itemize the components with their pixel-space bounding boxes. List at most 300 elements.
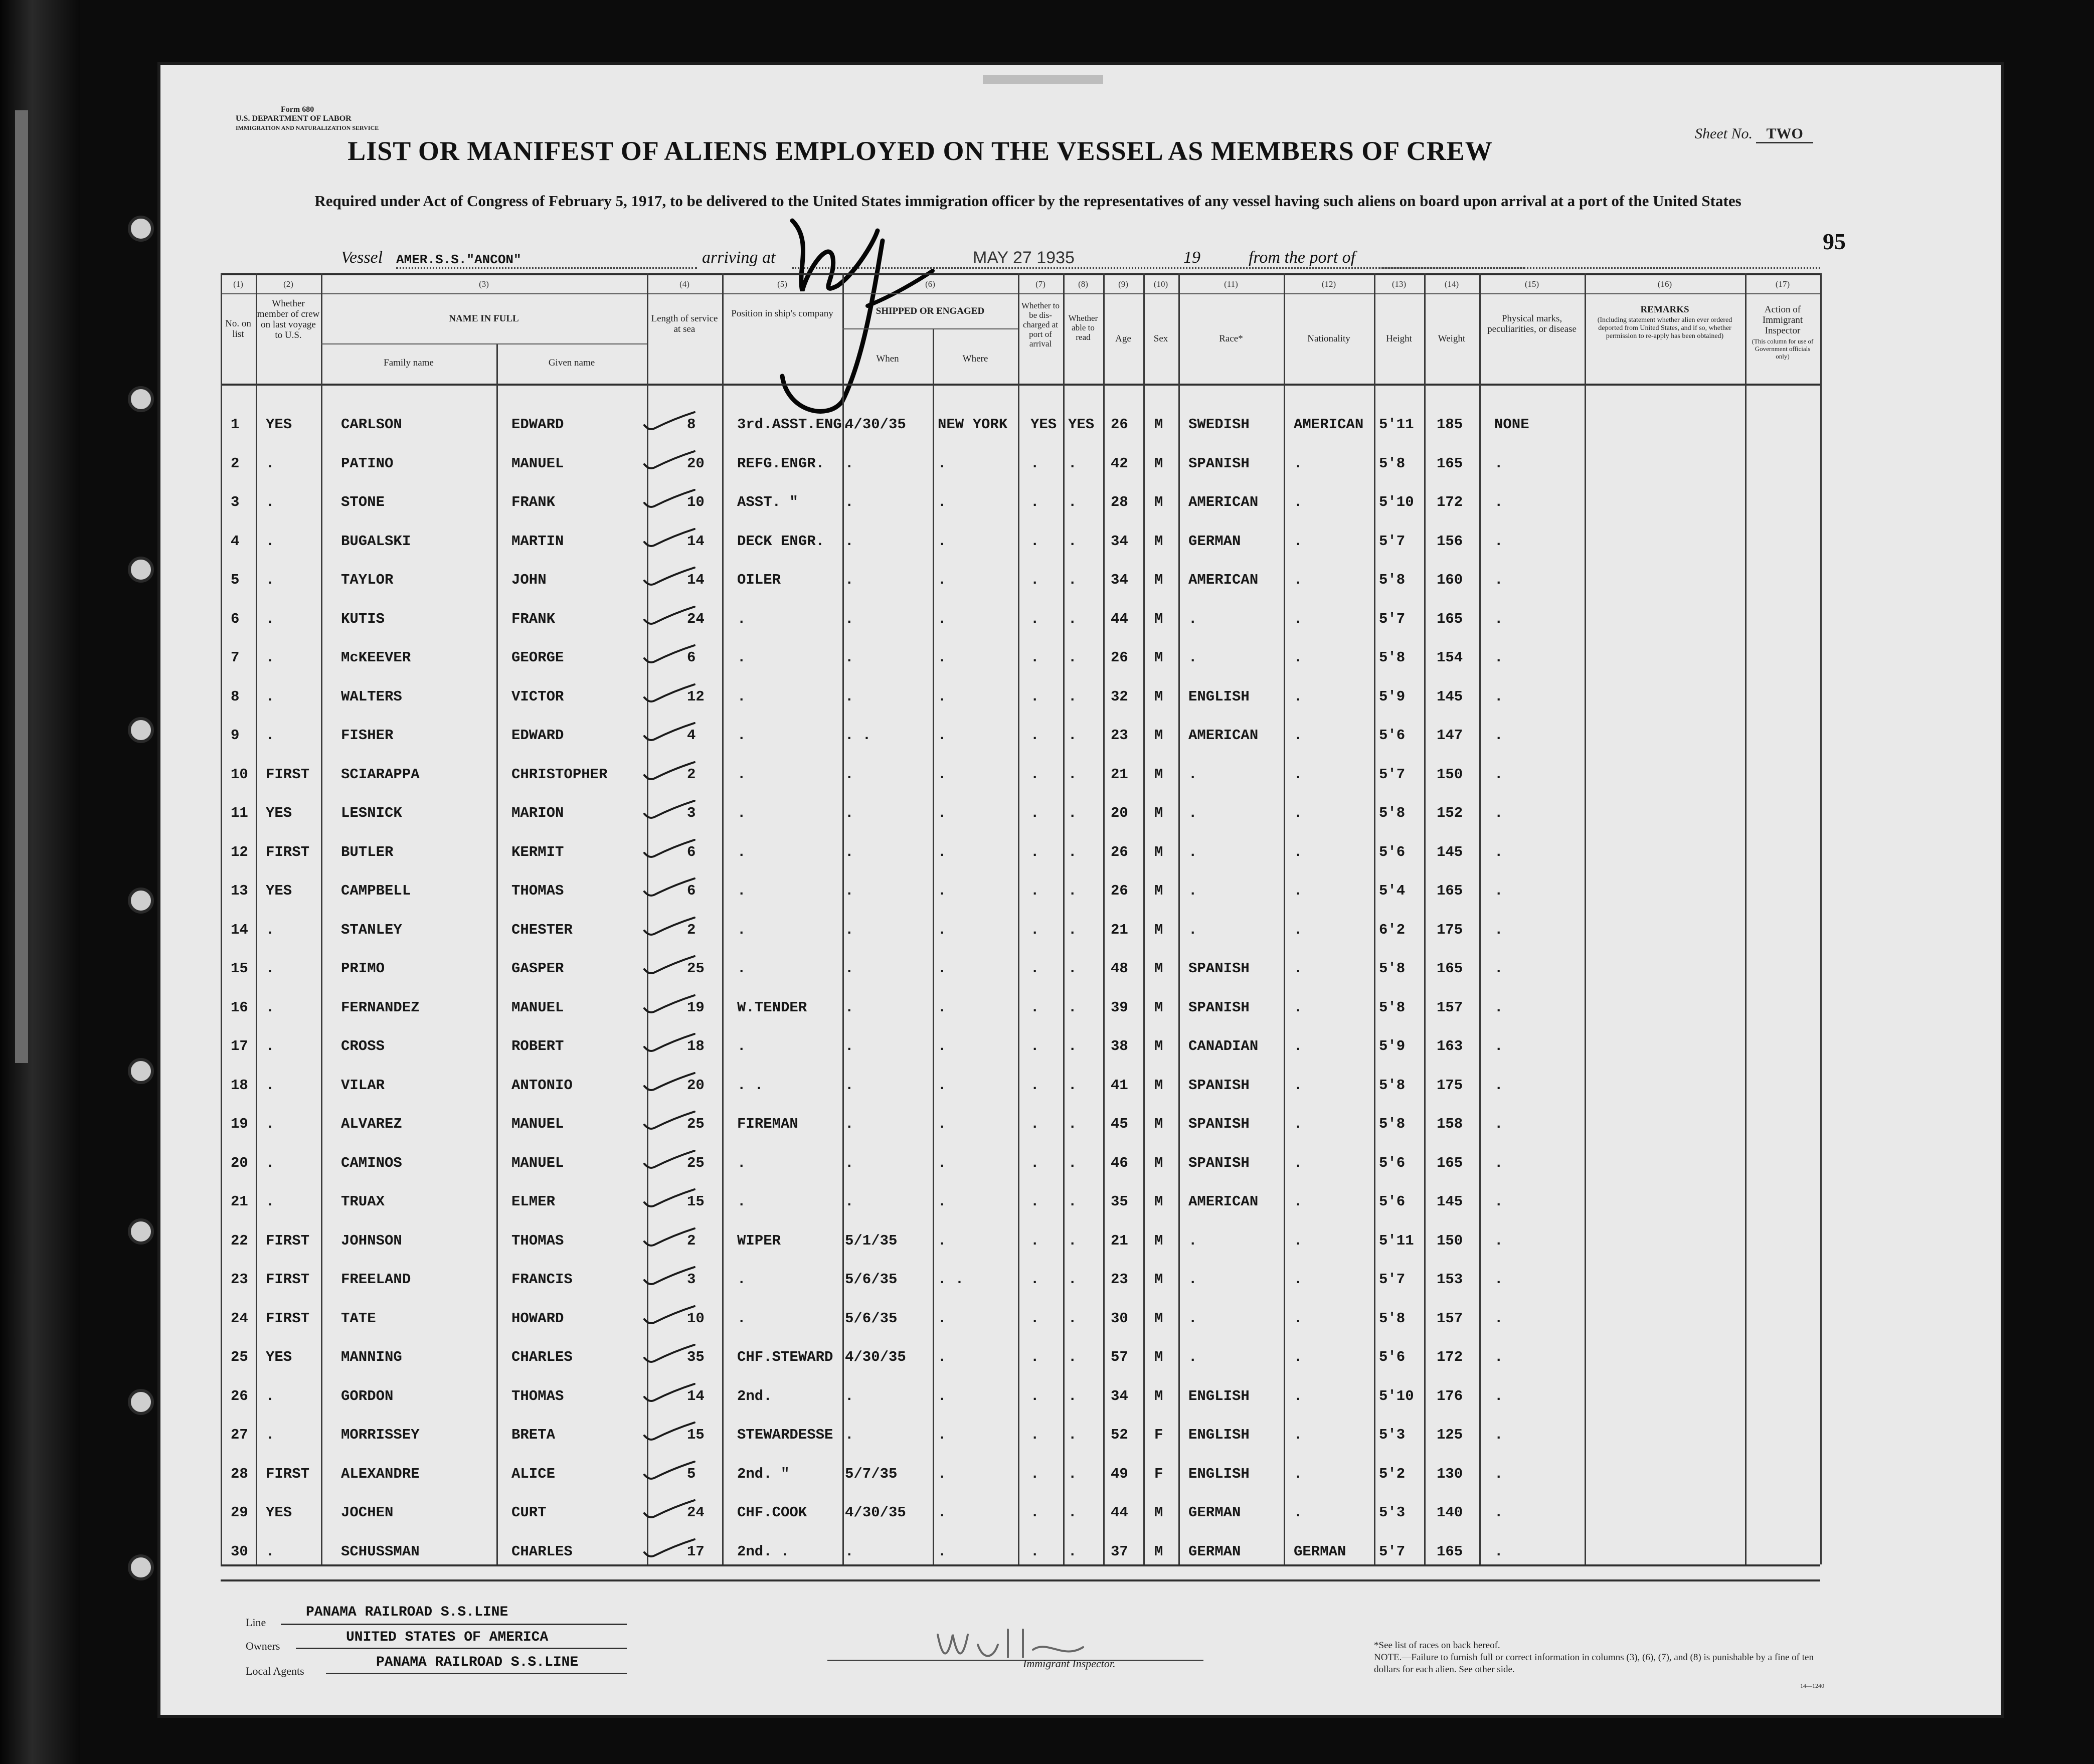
vessel-label: Vessel <box>341 248 383 267</box>
row-race: ENGLISH <box>1188 1427 1250 1443</box>
row-member-status: FIRST <box>266 1465 310 1482</box>
row-height: 5'8 <box>1379 999 1406 1016</box>
row-member-status: YES <box>266 1349 292 1365</box>
row-able-read: . <box>1068 1543 1077 1560</box>
table-row <box>221 445 1820 483</box>
row-weight: 172 <box>1437 494 1463 510</box>
row-shipped-where: . <box>938 1349 947 1365</box>
row-race: ENGLISH <box>1188 1465 1250 1482</box>
row-height: 5'7 <box>1379 1543 1406 1560</box>
row-race: . <box>1188 649 1197 666</box>
row-height: 5'8 <box>1379 805 1406 821</box>
row-nationality: AMERICAN <box>1294 416 1364 433</box>
row-discharged: . <box>1030 960 1039 977</box>
row-able-read: . <box>1068 1232 1077 1249</box>
row-member-status: . <box>266 572 275 588</box>
row-weight: 175 <box>1437 1077 1463 1094</box>
row-sex: F <box>1154 1427 1163 1443</box>
row-length-service: 6 <box>687 649 696 666</box>
row-weight: 157 <box>1437 1310 1463 1327</box>
row-able-read: . <box>1068 766 1077 783</box>
row-nationality: GERMAN <box>1294 1543 1346 1560</box>
column-number: (4) <box>679 279 689 289</box>
table-row <box>221 1417 1820 1455</box>
row-length-service: 14 <box>687 533 705 550</box>
row-physical-marks: . <box>1494 455 1503 472</box>
table-row <box>221 601 1820 639</box>
row-family-name: McKEEVER <box>341 649 411 666</box>
row-number: 4 <box>231 533 240 550</box>
row-height: 5'3 <box>1379 1427 1406 1443</box>
row-given-name: GASPER <box>511 960 564 977</box>
row-sex: M <box>1154 1387 1163 1404</box>
check-mark-icon <box>642 955 697 975</box>
row-physical-marks: . <box>1494 1038 1503 1054</box>
form-identifier <box>236 105 436 132</box>
row-shipped-where: . <box>938 572 947 588</box>
row-weight: 154 <box>1437 649 1463 666</box>
row-number: 25 <box>231 1349 248 1365</box>
row-given-name: CHARLES <box>511 1349 573 1365</box>
row-nationality: . <box>1294 960 1303 977</box>
year-label: 19 <box>1183 248 1200 267</box>
row-position: WIPER <box>737 1232 781 1249</box>
table-rule <box>321 343 647 344</box>
row-given-name: THOMAS <box>511 883 564 899</box>
row-family-name: ALEXANDRE <box>341 1465 420 1482</box>
row-sex: M <box>1154 1543 1163 1560</box>
row-able-read: . <box>1068 727 1077 744</box>
punch-hole <box>128 557 154 583</box>
row-nationality: . <box>1294 1310 1303 1327</box>
row-able-read: . <box>1068 533 1077 550</box>
row-height: 5'10 <box>1379 1387 1414 1404</box>
from-port-label: from the port of <box>1249 248 1356 267</box>
row-sex: M <box>1154 1504 1163 1521</box>
row-length-service: 3 <box>687 1271 696 1288</box>
row-shipped-when: . <box>845 1193 854 1210</box>
row-shipped-when: . <box>845 1077 854 1094</box>
row-physical-marks: . <box>1494 1543 1503 1560</box>
column-number: (1) <box>233 279 243 289</box>
row-sex: M <box>1154 960 1163 977</box>
check-mark-icon <box>642 1266 697 1286</box>
row-given-name: MANUEL <box>511 455 564 472</box>
row-sex: M <box>1154 610 1163 627</box>
column-number: (10) <box>1153 279 1168 289</box>
row-race: SPANISH <box>1188 999 1250 1016</box>
row-family-name: BUGALSKI <box>341 533 411 550</box>
row-physical-marks: . <box>1494 572 1503 588</box>
table-row <box>221 1494 1820 1532</box>
underline <box>281 1624 627 1625</box>
header-position: Position in ship's company <box>731 308 833 319</box>
row-discharged: . <box>1030 883 1039 899</box>
row-discharged: . <box>1030 1193 1039 1210</box>
row-weight: 145 <box>1437 1193 1463 1210</box>
row-weight: 172 <box>1437 1349 1463 1365</box>
row-sex: M <box>1154 727 1163 744</box>
row-shipped-when: 5/7/35 <box>845 1465 898 1482</box>
row-shipped-when: . <box>845 688 854 705</box>
table-rule <box>842 328 1018 329</box>
row-number: 27 <box>231 1427 248 1443</box>
row-weight: 165 <box>1437 1543 1463 1560</box>
row-family-name: JOHNSON <box>341 1232 402 1249</box>
row-given-name: ELMER <box>511 1193 556 1210</box>
row-position: . <box>737 1310 746 1327</box>
row-member-status: . <box>266 688 275 705</box>
table-row <box>221 678 1820 717</box>
check-mark-icon <box>642 800 697 820</box>
row-length-service: 6 <box>687 883 696 899</box>
row-number: 10 <box>231 766 248 783</box>
row-family-name: MANNING <box>341 1349 402 1365</box>
row-length-service: 6 <box>687 843 696 860</box>
row-weight: 130 <box>1437 1465 1463 1482</box>
row-member-status: . <box>266 494 275 510</box>
column-number: (2) <box>283 279 293 289</box>
row-shipped-where: . <box>938 1387 947 1404</box>
row-nationality: . <box>1294 688 1303 705</box>
check-mark-icon <box>642 994 697 1014</box>
footer-rule <box>221 1579 1820 1581</box>
row-age: 45 <box>1111 1116 1128 1132</box>
row-length-service: 2 <box>687 1232 696 1249</box>
header-race: Race* <box>1219 333 1243 344</box>
row-shipped-when: . <box>845 843 854 860</box>
row-race: CANADIAN <box>1188 1038 1259 1054</box>
row-physical-marks: . <box>1494 1465 1503 1482</box>
row-length-service: 15 <box>687 1427 705 1443</box>
row-shipped-where: . <box>938 921 947 938</box>
row-shipped-when: . . <box>845 727 871 744</box>
row-position: . <box>737 727 746 744</box>
row-given-name: JOHN <box>511 572 547 588</box>
row-shipped-where: NEW YORK <box>938 416 1008 433</box>
column-number: (16) <box>1657 279 1672 289</box>
row-number: 13 <box>231 883 248 899</box>
column-number: (17) <box>1775 279 1790 289</box>
row-shipped-where: . <box>938 455 947 472</box>
footer-notes <box>1374 1640 1825 1676</box>
row-sex: M <box>1154 1193 1163 1210</box>
row-position: 3rd.ASST.ENG. <box>737 416 851 433</box>
row-age: 44 <box>1111 610 1128 627</box>
table-row <box>221 1106 1820 1144</box>
row-age: 34 <box>1111 1387 1128 1404</box>
row-shipped-where: . <box>938 1232 947 1249</box>
row-age: 23 <box>1111 727 1128 744</box>
check-mark-icon <box>642 1305 697 1325</box>
row-nationality: . <box>1294 1077 1303 1094</box>
row-discharged: . <box>1030 1465 1039 1482</box>
row-position: W.TENDER <box>737 999 807 1016</box>
header-weight: Weight <box>1438 333 1466 344</box>
row-physical-marks: . <box>1494 1232 1503 1249</box>
row-weight: 152 <box>1437 805 1463 821</box>
department-name: U.S. DEPARTMENT OF LABOR <box>236 114 352 123</box>
row-shipped-when: 4/30/35 <box>845 416 906 433</box>
row-nationality: . <box>1294 494 1303 510</box>
row-discharged: . <box>1030 1038 1039 1054</box>
row-family-name: KUTIS <box>341 610 385 627</box>
row-discharged: . <box>1030 1116 1039 1132</box>
row-number: 8 <box>231 688 240 705</box>
row-race: GERMAN <box>1188 1504 1241 1521</box>
row-age: 21 <box>1111 1232 1128 1249</box>
row-physical-marks: . <box>1494 1193 1503 1210</box>
row-discharged: . <box>1030 1504 1039 1521</box>
row-age: 26 <box>1111 883 1128 899</box>
row-shipped-when: . <box>845 1543 854 1560</box>
row-length-service: 25 <box>687 1116 705 1132</box>
check-mark-icon <box>642 1383 697 1403</box>
penalty-note: NOTE.—Failure to furnish full or correct information in columns (3), (6), (7), and (8) is punishable by a fine of ten dollars for each alien. See other side. <box>1374 1652 1814 1675</box>
row-weight: 140 <box>1437 1504 1463 1521</box>
header-action-sub: (This column for use of Government officials only) <box>1752 337 1814 360</box>
row-race: GERMAN <box>1188 1543 1241 1560</box>
row-physical-marks: . <box>1494 883 1503 899</box>
row-shipped-when: 5/6/35 <box>845 1310 898 1327</box>
row-shipped-when: . <box>845 1116 854 1132</box>
row-given-name: ALICE <box>511 1465 556 1482</box>
row-shipped-where: . <box>938 1310 947 1327</box>
header-nationality: Nationality <box>1307 333 1350 344</box>
row-race: . <box>1188 1271 1197 1288</box>
check-mark-icon <box>642 722 697 742</box>
row-given-name: GEORGE <box>511 649 564 666</box>
row-member-status: . <box>266 455 275 472</box>
row-age: 42 <box>1111 455 1128 472</box>
row-given-name: MARION <box>511 805 564 821</box>
row-number: 3 <box>231 494 240 510</box>
row-discharged: . <box>1030 688 1039 705</box>
check-mark-icon <box>642 917 697 937</box>
row-race: . <box>1188 1310 1197 1327</box>
service-name: IMMIGRATION AND NATURALIZATION SERVICE <box>236 124 379 131</box>
form-number: Form 680 <box>281 105 314 114</box>
row-member-status: . <box>266 1154 275 1171</box>
row-physical-marks: . <box>1494 1387 1503 1404</box>
row-shipped-when: 4/30/35 <box>845 1349 906 1365</box>
table-row <box>221 1067 1820 1105</box>
row-height: 5'6 <box>1379 727 1406 744</box>
row-given-name: CHESTER <box>511 921 573 938</box>
row-number: 7 <box>231 649 240 666</box>
row-physical-marks: . <box>1494 805 1503 821</box>
form-code: 14—1240 <box>1800 1682 1824 1689</box>
row-sex: M <box>1154 1077 1163 1094</box>
row-race: . <box>1188 1349 1197 1365</box>
row-position: FIREMAN <box>737 1116 798 1132</box>
row-length-service: 3 <box>687 805 696 821</box>
row-member-status: FIRST <box>266 843 310 860</box>
row-able-read: . <box>1068 1271 1077 1288</box>
row-shipped-when: . <box>845 649 854 666</box>
table-row <box>221 872 1820 911</box>
header-discharged: Whether to be dis-charged at port of arrival <box>1021 301 1060 348</box>
row-discharged: . <box>1030 1543 1039 1560</box>
header-able-read: Whether able to read <box>1068 313 1098 342</box>
row-weight: 147 <box>1437 727 1463 744</box>
check-mark-icon <box>642 567 697 587</box>
row-given-name: FRANCIS <box>511 1271 573 1288</box>
header-length-service: Length of service at sea <box>651 313 718 334</box>
table-row <box>221 756 1820 794</box>
row-given-name: VICTOR <box>511 688 564 705</box>
row-weight: 175 <box>1437 921 1463 938</box>
row-height: 5'2 <box>1379 1465 1406 1482</box>
arriving-label: arriving at <box>702 248 776 267</box>
row-number: 26 <box>231 1387 248 1404</box>
check-mark-icon <box>642 1111 697 1131</box>
row-shipped-where: . <box>938 1427 947 1443</box>
table-rule <box>221 273 1820 275</box>
row-sex: M <box>1154 883 1163 899</box>
row-length-service: 35 <box>687 1349 705 1365</box>
column-number: (12) <box>1321 279 1336 289</box>
row-given-name: MANUEL <box>511 1154 564 1171</box>
column-number: (7) <box>1035 279 1045 289</box>
row-position: CHF.STEWARD <box>737 1349 833 1365</box>
table-row <box>221 1456 1820 1494</box>
check-mark-icon <box>642 1344 697 1364</box>
row-family-name: SCHUSSMAN <box>341 1543 420 1560</box>
row-shipped-where: . <box>938 610 947 627</box>
row-physical-marks: NONE <box>1494 416 1529 433</box>
row-age: 26 <box>1111 416 1128 433</box>
row-nationality: . <box>1294 1232 1303 1249</box>
row-race: . <box>1188 921 1197 938</box>
row-weight: 165 <box>1437 455 1463 472</box>
row-member-status: . <box>266 1193 275 1210</box>
row-sex: M <box>1154 649 1163 666</box>
header-whether-member: Whether member of crew on last voyage to U.S. <box>257 298 320 340</box>
row-physical-marks: . <box>1494 1427 1503 1443</box>
column-number: (14) <box>1444 279 1459 289</box>
row-physical-marks: . <box>1494 533 1503 550</box>
row-discharged: . <box>1030 649 1039 666</box>
row-physical-marks: . <box>1494 1271 1503 1288</box>
row-height: 5'8 <box>1379 1310 1406 1327</box>
row-position: 2nd. " <box>737 1465 790 1482</box>
row-sex: M <box>1154 1271 1163 1288</box>
row-race: AMERICAN <box>1188 494 1259 510</box>
table-row <box>221 406 1820 444</box>
row-age: 46 <box>1111 1154 1128 1171</box>
row-member-status: . <box>266 533 275 550</box>
row-member-status: . <box>266 1077 275 1094</box>
row-able-read: . <box>1068 1427 1077 1443</box>
row-position: . <box>737 1038 746 1054</box>
row-member-status: YES <box>266 805 292 821</box>
row-shipped-where: . <box>938 494 947 510</box>
document-subtitle: Required under Act of Congress of February 5, 1917, to be delivered to the United States immigration officer by the representatives of any vessel having such aliens on board upon arrival at a port of the United States <box>314 192 1741 210</box>
table-row <box>221 989 1820 1027</box>
row-age: 26 <box>1111 843 1128 860</box>
row-race: . <box>1188 843 1197 860</box>
row-family-name: FREELAND <box>341 1271 411 1288</box>
row-member-status: YES <box>266 416 292 433</box>
row-family-name: ALVAREZ <box>341 1116 402 1132</box>
check-mark-icon <box>642 644 697 664</box>
row-member-status: . <box>266 999 275 1016</box>
row-height: 5'8 <box>1379 572 1406 588</box>
row-shipped-when: . <box>845 494 854 510</box>
row-sex: M <box>1154 999 1163 1016</box>
row-member-status: . <box>266 1387 275 1404</box>
row-number: 20 <box>231 1154 248 1171</box>
punch-hole <box>128 216 154 242</box>
table-row <box>221 950 1820 988</box>
row-physical-marks: . <box>1494 649 1503 666</box>
row-age: 52 <box>1111 1427 1128 1443</box>
row-sex: M <box>1154 494 1163 510</box>
row-member-status: . <box>266 1427 275 1443</box>
row-sex: M <box>1154 843 1163 860</box>
punch-hole <box>128 1218 154 1245</box>
row-family-name: CAMINOS <box>341 1154 402 1171</box>
row-shipped-where: . <box>938 766 947 783</box>
row-discharged: . <box>1030 805 1039 821</box>
row-position: . <box>737 1154 746 1171</box>
row-able-read: YES <box>1068 416 1095 433</box>
row-age: 32 <box>1111 688 1128 705</box>
row-weight: 165 <box>1437 960 1463 977</box>
row-height: 5'8 <box>1379 960 1406 977</box>
row-able-read: . <box>1068 805 1077 821</box>
row-position: ASST. " <box>737 494 798 510</box>
row-height: 5'4 <box>1379 883 1406 899</box>
row-height: 5'7 <box>1379 766 1406 783</box>
header-remarks-sub: (Including statement whether alien ever ordered deported from United States, and if so, whether permission to re-apply has been obtained) <box>1597 316 1732 340</box>
row-height: 5'6 <box>1379 843 1406 860</box>
table-row <box>221 795 1820 833</box>
row-member-status: YES <box>266 1504 292 1521</box>
row-discharged: . <box>1030 455 1039 472</box>
row-number: 2 <box>231 455 240 472</box>
row-race: SPANISH <box>1188 1077 1250 1094</box>
row-age: 39 <box>1111 999 1128 1016</box>
row-length-service: 10 <box>687 494 705 510</box>
row-length-service: 4 <box>687 727 696 744</box>
row-weight: 160 <box>1437 572 1463 588</box>
row-family-name: CARLSON <box>341 416 402 433</box>
row-height: 6'2 <box>1379 921 1406 938</box>
row-family-name: TRUAX <box>341 1193 385 1210</box>
row-able-read: . <box>1068 688 1077 705</box>
row-family-name: SCIARAPPA <box>341 766 420 783</box>
column-number: (5) <box>777 279 787 289</box>
row-length-service: 24 <box>687 1504 705 1521</box>
column-rule <box>1820 273 1822 1564</box>
table-row <box>221 1183 1820 1221</box>
row-member-status: FIRST <box>266 1310 310 1327</box>
row-nationality: . <box>1294 572 1303 588</box>
row-length-service: 18 <box>687 1038 705 1054</box>
row-weight: 125 <box>1437 1427 1463 1443</box>
table-row <box>221 562 1820 600</box>
row-shipped-when: . <box>845 455 854 472</box>
row-nationality: . <box>1294 727 1303 744</box>
table-row <box>221 912 1820 950</box>
row-given-name: CHARLES <box>511 1543 573 1560</box>
row-family-name: GORDON <box>341 1387 394 1404</box>
row-height: 5'8 <box>1379 649 1406 666</box>
row-family-name: CROSS <box>341 1038 385 1054</box>
row-family-name: VILAR <box>341 1077 385 1094</box>
